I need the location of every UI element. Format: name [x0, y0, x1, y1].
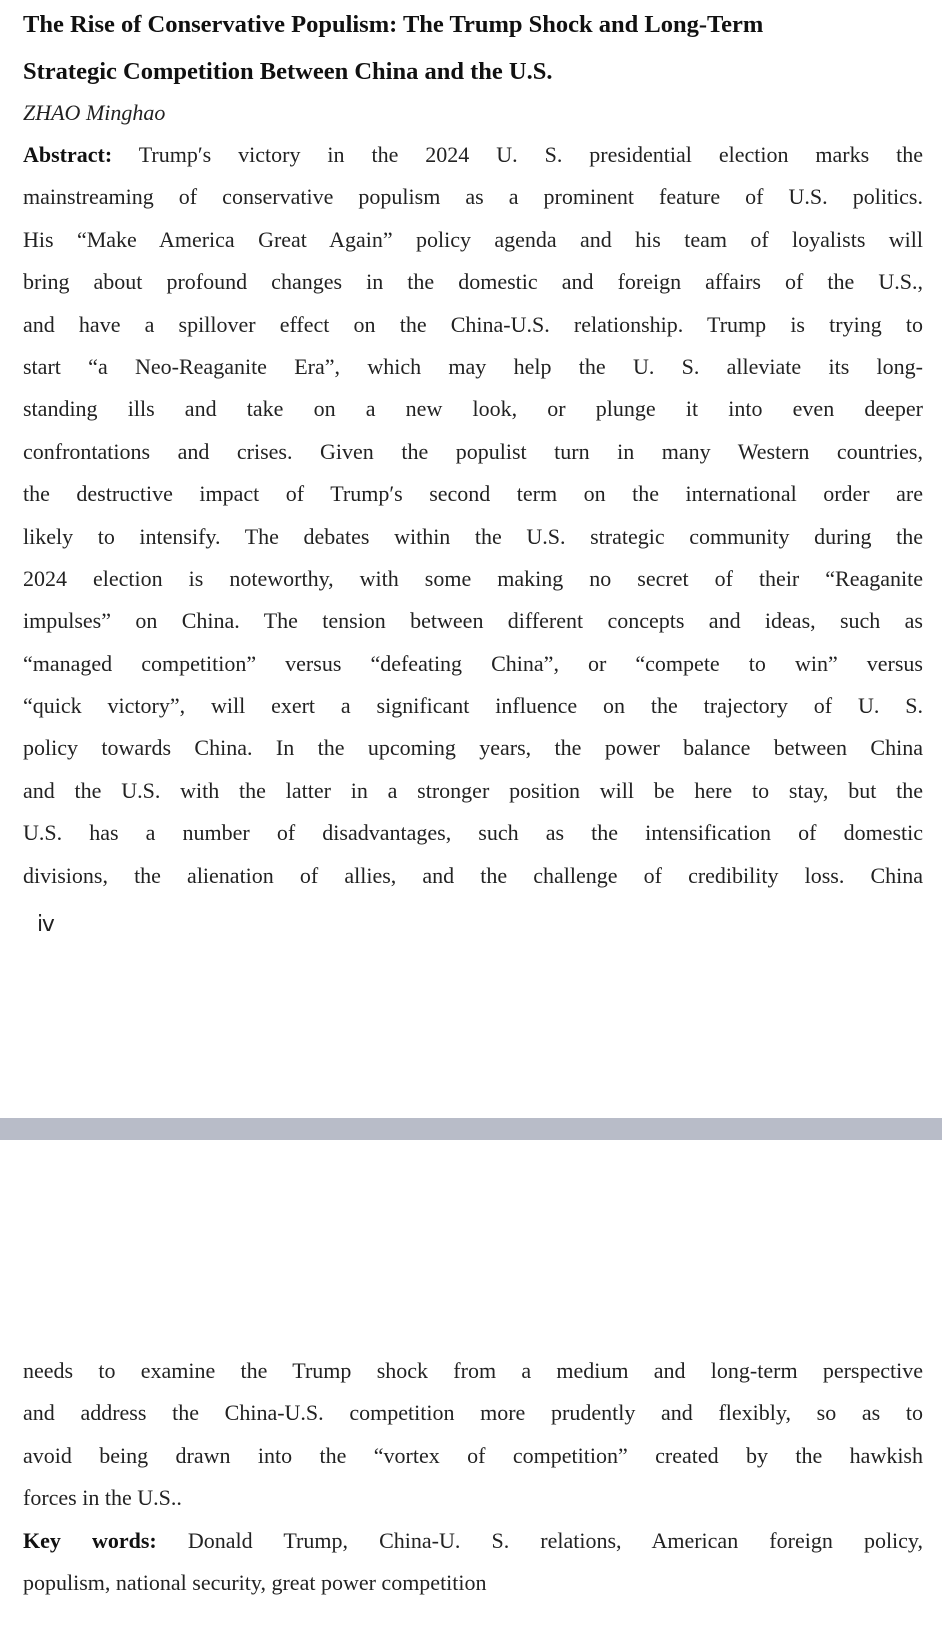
abstract-line: the destructive impact of Trump′s second term on the international order are — [23, 481, 923, 507]
page-separator — [0, 1118, 942, 1140]
abstract-line-text: Trump′s victory in the 2024 U. S. presidential election marks the — [138, 142, 923, 167]
abstract-line: and have a spillover effect on the China-U.S. relationship. Trump is trying to — [23, 311, 923, 337]
author-name: ZHAO Minghao — [23, 100, 166, 125]
keywords-label: Key words: — [23, 1527, 157, 1553]
abstract-line: forces in the U.S.. — [23, 1485, 182, 1511]
abstract-line: likely to intensify. The debates within the U.S. strategic community during the — [23, 523, 923, 549]
abstract-line: U.S. has a number of disadvantages, such as the intensification of domestic — [23, 820, 923, 846]
abstract-continuation — [23, 1350, 923, 1604]
abstract-line: policy towards China. In the upcoming years, the power balance between China — [23, 735, 923, 761]
abstract-line: “managed competition” versus “defeating China”, or “compete to win” versus — [23, 650, 923, 676]
abstract-line: needs to examine the Trump shock from a medium and long-term perspective — [23, 1358, 923, 1383]
abstract-paragraph — [23, 134, 923, 897]
abstract-line: impulses” on China. The tension between different concepts and ideas, such as — [23, 608, 923, 634]
abstract-line — [23, 134, 923, 176]
abstract-line: mainstreaming of conservative populism as a prominent feature of U.S. politics. — [23, 184, 923, 210]
abstract-line: and address the China-U.S. competition more prudently and flexibly, so as to — [23, 1400, 923, 1426]
abstract-line: avoid being drawn into the “vortex of competition” created by the hawkish — [23, 1442, 923, 1468]
abstract-line: standing ills and take on a new look, or plunge it into even deeper — [23, 396, 923, 422]
title-line: Strategic Competition Between China and the U.S. — [23, 58, 553, 85]
abstract-line: divisions, the alienation of allies, and the challenge of credibility loss. China — [23, 862, 923, 888]
article-title — [23, 1, 923, 95]
page-number: ⅳ — [37, 912, 55, 937]
abstract-line: 2024 election is noteworthy, with some making no secret of their “Reaganite — [23, 565, 923, 591]
keywords-line — [23, 1520, 923, 1562]
abstract-line: His “Make America Great Again” policy agenda and his team of loyalists will — [23, 226, 923, 252]
abstract-line: start “a Neo-Reaganite Era”, which may help the U. S. alleviate its long- — [23, 353, 923, 379]
keywords-text: Donald Trump, China-U. S. relations, American foreign policy, — [187, 1527, 924, 1553]
abstract-line: “quick victory”, will exert a significant influence on the trajectory of U. S. — [23, 693, 923, 719]
title-line: The Rise of Conservative Populism: The Trump Shock and Long-Term — [23, 11, 764, 38]
keywords-line: populism, national security, great power competition — [23, 1569, 487, 1595]
abstract-line: confrontations and crises. Given the populist turn in many Western countries, — [23, 438, 923, 464]
abstract-line: and the U.S. with the latter in a stronger position will be here to stay, but the — [23, 777, 923, 803]
abstract-label: Abstract: — [23, 142, 113, 167]
abstract-line: bring about profound changes in the domestic and foreign affairs of the U.S., — [23, 269, 923, 295]
